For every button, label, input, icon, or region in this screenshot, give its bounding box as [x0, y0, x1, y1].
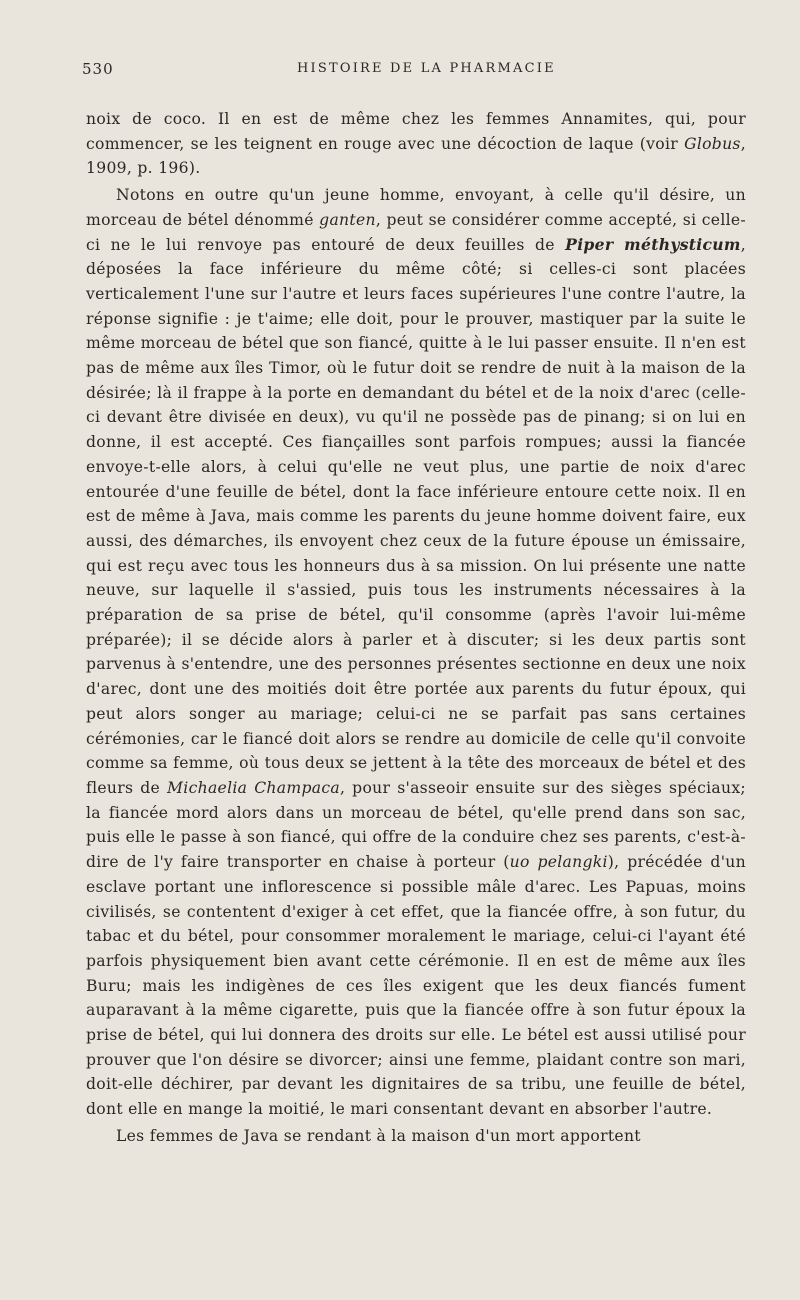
paragraph-1 [86, 107, 746, 181]
italic-citation: Globus [684, 134, 741, 153]
text-run: , déposées la face inférieure du même côté; si celles-ci sont placées verticalement l'une sur l'autre et leurs faces supérieures l'une contre l'autre, la réponse signifie : je t'aime; elle doit, pour le prouver, mastiquer par la suite le même morceau de bétel que son fiancé, quitte à le lui passer ensuite. Il n'en est pas de même aux îles Timor, où le futur doit se rendre de nuit à la maison de la désirée; là il frappe à la porte en demandant du bétel et de la noix d'arec (celle-ci devant être divisée en deux), vu qu'il ne possède pas de pinang; si on lui en donne, il est accepté. Ces fiançailles sont parfois rompues; aussi la fiancée envoye-t-elle alors, à celui qu'elle ne veut plus, une partie de noix d'arec entourée d'une feuille de bétel, dont la face inférieure entoure cette noix. Il en est de même à Java, mais comme les parents du jeune homme doivent faire, eux aussi, des démarches, ils envoyent chez ceux de la future épouse un émissaire, qui est reçu avec tous les honneurs dus à sa mission. On lui présente une natte neuve, sur laquelle il s'assied, puis tous les instruments nécessaires à la préparation de sa prise de bétel, qu'il consomme (après l'avoir lui-même préparée); il se décide alors à parler et à discuter; si les deux partis sont parvenus à s'entendre, une des personnes présentes sectionne en deux une noix d'arec, dont une des moitiés doit être portée aux parents du futur époux, qui peut alors songer au mariage; celui-ci ne se parfait pas sans certaines cérémonies, car le fiancé doit alors se rendre au domicile de celle qu'il convoite comme sa femme, où tous deux se jettent à la tête des morceaux de bétel et des fleurs de [86, 235, 746, 797]
text-run: noix de coco. Il en est de même chez les femmes Annamites, qui, pour commencer, se les teignent en rouge avec une décoction de laque (voir [86, 110, 746, 153]
text-run: Les femmes de Java se rendant à la maison d'un mort apportent [116, 1126, 641, 1145]
italic-species-name: Michaelia Champaca [167, 778, 340, 797]
running-title: HISTOIRE DE LA PHARMACIE [297, 61, 556, 76]
italic-species-name: Piper méthysticum [565, 234, 741, 254]
paragraph-2 [86, 183, 746, 1122]
italic-term: ganten [319, 210, 376, 229]
italic-term: uo pelangki [509, 853, 608, 872]
text-run: , pour s'asseoir ensuite sur des sièges spéciaux; la fiancée mord alors dans un morceau de bétel, qu'elle prend dans son sac, puis elle le passe à son fiancé, qui offre de la conduire chez ses parents, c'est-à-dire de l'y faire transporter en chaise à porteur ( [86, 778, 746, 872]
text-run: , peut se considérer comme accepté, si celle-ci ne le lui renvoye pas entouré de deux feuilles de [86, 210, 746, 254]
text-run: , 1909, p. 196). [86, 134, 746, 178]
paragraph-3 [86, 1124, 746, 1149]
page-header [82, 60, 742, 84]
text-run: ), précédée d'un esclave portant une inflorescence si possible mâle d'arec. Les Papuas, moins civilisés, se contentent d'exiger à cet effet, que la fiancée offre, à son futur, du tabac et du bétel, pour consommer moralement le mariage, celui-ci l'ayant été parfois physiquement bien avant cette cérémonie. Il en est de même aux îles Buru; mais les indigènes de ces îles exigent que les deux fiancés fument auparavant à la même cigarette, puis que la fiancée offre à son futur époux la prise de bétel, qui lui donnera des droits sur elle. Le bétel est aussi utilisé pour prouver que l'on désire se divorcer; ainsi une femme, plaidant contre son mari, doit-elle déchirer, par devant les dignitaires de sa tribu, une feuille de bétel, dont elle en mange la moitié, le mari consentant devant en absorber l'autre. [86, 853, 746, 1119]
page-number: 530 [82, 60, 114, 78]
body-text [86, 107, 746, 1149]
text-run: Notons en outre qu'un jeune homme, envoyant, à celle qu'il désire, un morceau de bétel dénommé [86, 186, 746, 229]
